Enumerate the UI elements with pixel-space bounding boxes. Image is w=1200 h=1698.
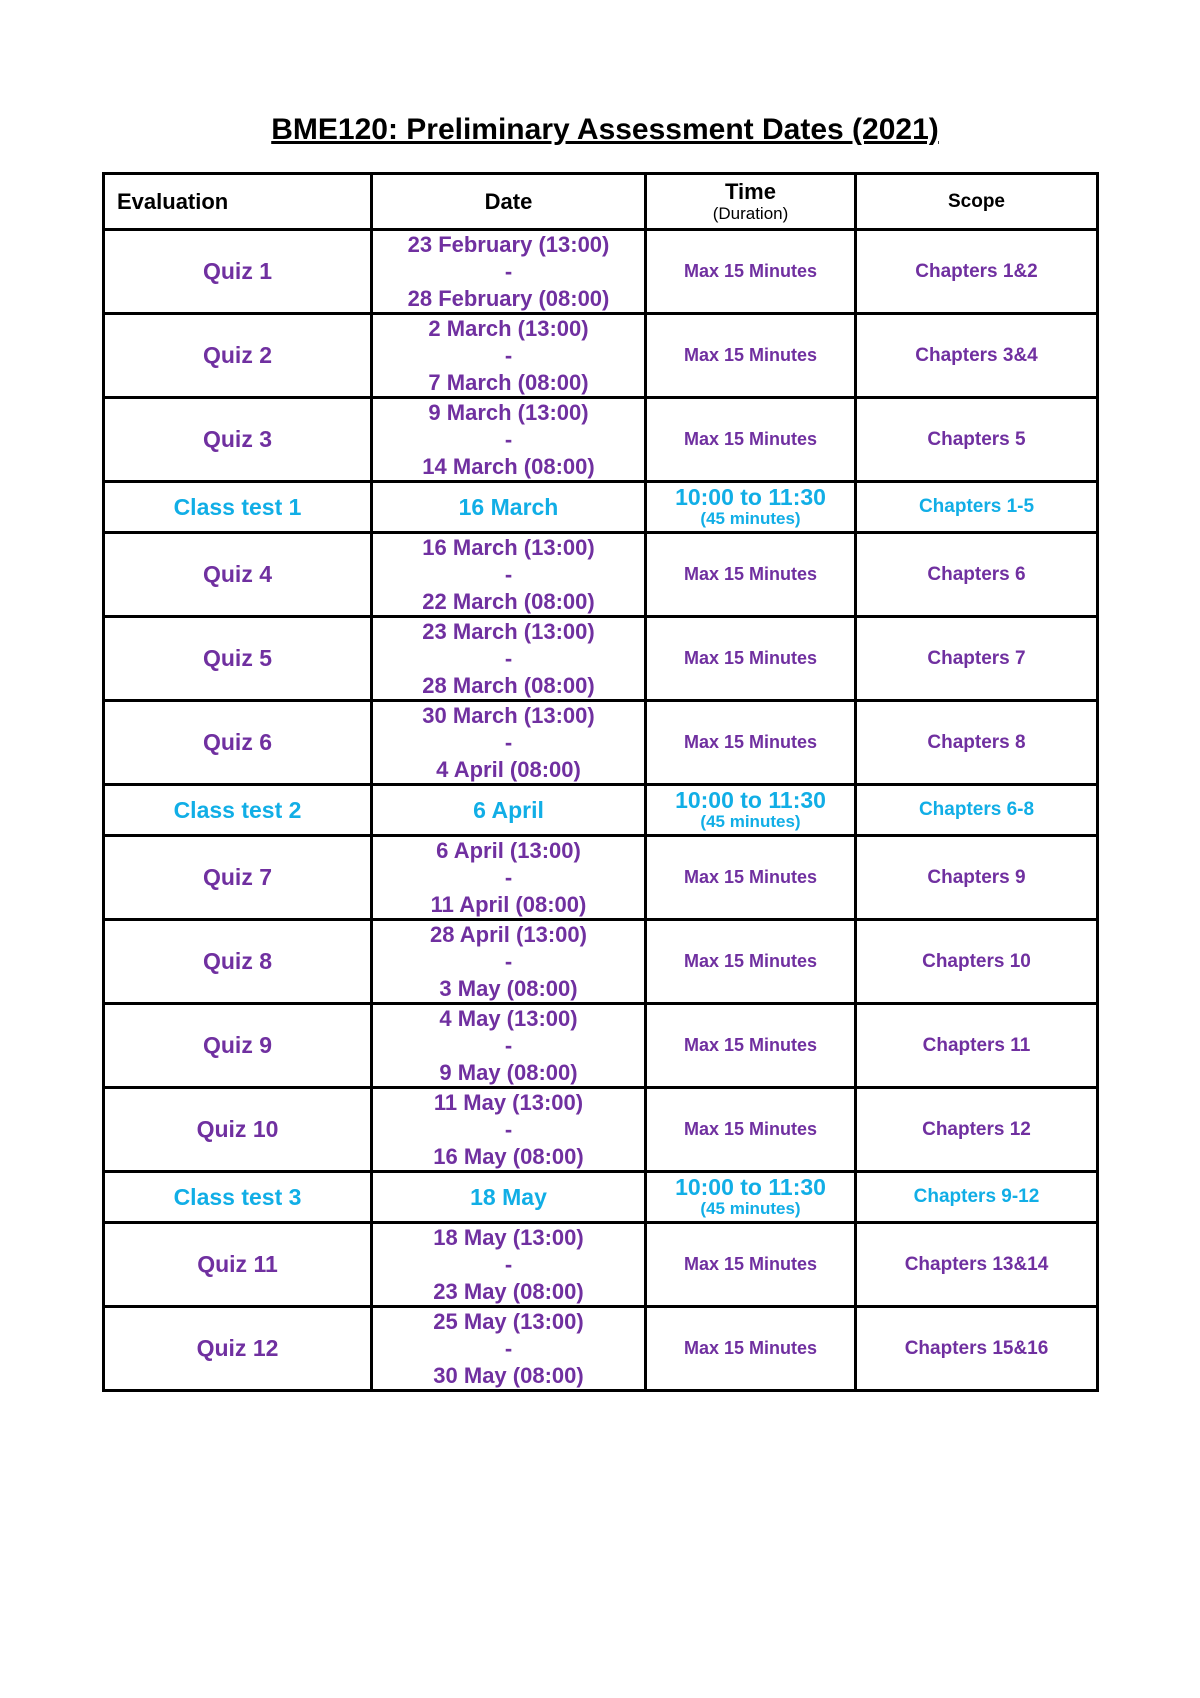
scope-cell: Chapters 3&4 bbox=[856, 314, 1098, 398]
date-cell bbox=[372, 836, 646, 920]
table-row bbox=[104, 1307, 1098, 1391]
time-cell: Max 15 Minutes bbox=[646, 1088, 856, 1172]
header-time-sub: (Duration) bbox=[712, 203, 789, 223]
date-start: 23 March (13:00) bbox=[422, 619, 595, 644]
scope-cell: Chapters 9 bbox=[856, 836, 1098, 920]
table-row bbox=[104, 836, 1098, 920]
evaluation-cell: Class test 2 bbox=[104, 785, 372, 836]
time-cell bbox=[646, 482, 856, 533]
table-row bbox=[104, 230, 1098, 314]
table-row bbox=[104, 1004, 1098, 1088]
evaluation-cell: Quiz 7 bbox=[104, 836, 372, 920]
table-row bbox=[104, 398, 1098, 482]
time-cell bbox=[646, 1172, 856, 1223]
table-row bbox=[104, 1172, 1098, 1223]
date-end: 3 May (08:00) bbox=[439, 976, 578, 1001]
scope-cell: Chapters 10 bbox=[856, 920, 1098, 1004]
time-cell: Max 15 Minutes bbox=[646, 1223, 856, 1307]
date-start: 6 April (13:00) bbox=[436, 838, 581, 863]
scope-cell: Chapters 6 bbox=[856, 533, 1098, 617]
time-cell: Max 15 Minutes bbox=[646, 533, 856, 617]
date-start: 9 March (13:00) bbox=[428, 400, 589, 425]
time-cell: Max 15 Minutes bbox=[646, 314, 856, 398]
date-cell bbox=[372, 398, 646, 482]
date-end: 7 March (08:00) bbox=[428, 370, 589, 395]
date-cell: 16 March bbox=[372, 482, 646, 533]
evaluation-cell: Quiz 10 bbox=[104, 1088, 372, 1172]
evaluation-cell: Quiz 1 bbox=[104, 230, 372, 314]
time-duration: (45 minutes) bbox=[700, 1199, 801, 1218]
table-row bbox=[104, 482, 1098, 533]
header-evaluation: Evaluation bbox=[104, 174, 372, 230]
date-end: 22 March (08:00) bbox=[422, 589, 595, 614]
date-start: 4 May (13:00) bbox=[439, 1006, 578, 1031]
scope-cell: Chapters 6-8 bbox=[856, 785, 1098, 836]
scope-cell: Chapters 11 bbox=[856, 1004, 1098, 1088]
table-row bbox=[104, 785, 1098, 836]
evaluation-cell: Quiz 11 bbox=[104, 1223, 372, 1307]
evaluation-cell: Quiz 2 bbox=[104, 314, 372, 398]
table-row bbox=[104, 617, 1098, 701]
date-cell: 18 May bbox=[372, 1172, 646, 1223]
table-row bbox=[104, 701, 1098, 785]
evaluation-cell: Quiz 12 bbox=[104, 1307, 372, 1391]
time-cell bbox=[646, 785, 856, 836]
time-cell: Max 15 Minutes bbox=[646, 1307, 856, 1391]
date-separator: - bbox=[504, 427, 513, 452]
time-cell: Max 15 Minutes bbox=[646, 398, 856, 482]
date-separator: - bbox=[504, 1336, 513, 1361]
table-row bbox=[104, 920, 1098, 1004]
scope-cell: Chapters 12 bbox=[856, 1088, 1098, 1172]
date-cell bbox=[372, 701, 646, 785]
header-row bbox=[104, 174, 1098, 230]
evaluation-cell: Quiz 6 bbox=[104, 701, 372, 785]
time-range: 10:00 to 11:30 bbox=[675, 484, 826, 510]
date-start: 30 March (13:00) bbox=[422, 703, 595, 728]
table-row bbox=[104, 1088, 1098, 1172]
date-cell: 6 April bbox=[372, 785, 646, 836]
date-separator: - bbox=[504, 562, 513, 587]
date-cell bbox=[372, 1223, 646, 1307]
time-range: 10:00 to 11:30 bbox=[675, 1174, 826, 1200]
date-separator: - bbox=[504, 730, 513, 755]
date-cell bbox=[372, 1088, 646, 1172]
scope-cell: Chapters 15&16 bbox=[856, 1307, 1098, 1391]
time-cell: Max 15 Minutes bbox=[646, 230, 856, 314]
scope-cell: Chapters 8 bbox=[856, 701, 1098, 785]
scope-cell: Chapters 1-5 bbox=[856, 482, 1098, 533]
date-end: 23 May (08:00) bbox=[433, 1279, 584, 1304]
evaluation-cell: Quiz 4 bbox=[104, 533, 372, 617]
time-cell: Max 15 Minutes bbox=[646, 1004, 856, 1088]
date-separator: - bbox=[504, 343, 513, 368]
date-separator: - bbox=[504, 865, 513, 890]
date-cell bbox=[372, 1307, 646, 1391]
time-cell: Max 15 Minutes bbox=[646, 836, 856, 920]
scope-cell: Chapters 1&2 bbox=[856, 230, 1098, 314]
assessment-table bbox=[102, 172, 1099, 1392]
date-separator: - bbox=[504, 1033, 513, 1058]
page-title: BME120: Preliminary Assessment Dates (2021) bbox=[271, 113, 939, 146]
time-cell: Max 15 Minutes bbox=[646, 920, 856, 1004]
evaluation-cell: Class test 3 bbox=[104, 1172, 372, 1223]
time-duration: (45 minutes) bbox=[700, 509, 801, 528]
date-start: 25 May (13:00) bbox=[433, 1309, 584, 1334]
date-start: 18 May (13:00) bbox=[433, 1225, 584, 1250]
evaluation-cell: Quiz 3 bbox=[104, 398, 372, 482]
header-time bbox=[646, 174, 856, 230]
date-end: 28 February (08:00) bbox=[407, 286, 610, 311]
scope-cell: Chapters 9-12 bbox=[856, 1172, 1098, 1223]
date-start: 2 March (13:00) bbox=[428, 316, 589, 341]
date-separator: - bbox=[504, 1252, 513, 1277]
evaluation-cell: Quiz 5 bbox=[104, 617, 372, 701]
evaluation-cell: Quiz 8 bbox=[104, 920, 372, 1004]
date-end: 11 April (08:00) bbox=[430, 892, 587, 917]
scope-cell: Chapters 7 bbox=[856, 617, 1098, 701]
date-start: 23 February (13:00) bbox=[407, 232, 610, 257]
evaluation-cell: Quiz 9 bbox=[104, 1004, 372, 1088]
evaluation-cell: Class test 1 bbox=[104, 482, 372, 533]
date-cell bbox=[372, 230, 646, 314]
date-end: 14 March (08:00) bbox=[422, 454, 595, 479]
date-end: 30 May (08:00) bbox=[433, 1363, 584, 1388]
date-start: 28 April (13:00) bbox=[430, 922, 587, 947]
date-cell bbox=[372, 920, 646, 1004]
date-cell bbox=[372, 314, 646, 398]
date-end: 16 May (08:00) bbox=[433, 1144, 584, 1169]
time-range: 10:00 to 11:30 bbox=[675, 787, 826, 813]
date-cell bbox=[372, 533, 646, 617]
date-cell bbox=[372, 1004, 646, 1088]
date-end: 4 April (08:00) bbox=[436, 757, 581, 782]
date-start: 16 March (13:00) bbox=[422, 535, 595, 560]
time-cell: Max 15 Minutes bbox=[646, 701, 856, 785]
date-separator: - bbox=[504, 1117, 513, 1142]
date-end: 9 May (08:00) bbox=[439, 1060, 578, 1085]
scope-cell: Chapters 5 bbox=[856, 398, 1098, 482]
date-separator: - bbox=[504, 646, 513, 671]
date-separator: - bbox=[504, 949, 513, 974]
date-start: 11 May (13:00) bbox=[433, 1090, 584, 1115]
date-separator: - bbox=[504, 259, 513, 284]
header-scope: Scope bbox=[856, 174, 1098, 230]
time-cell: Max 15 Minutes bbox=[646, 617, 856, 701]
table-row bbox=[104, 1223, 1098, 1307]
date-cell bbox=[372, 617, 646, 701]
time-duration: (45 minutes) bbox=[700, 812, 801, 831]
table-row bbox=[104, 533, 1098, 617]
header-date: Date bbox=[372, 174, 646, 230]
scope-cell: Chapters 13&14 bbox=[856, 1223, 1098, 1307]
header-time-label: Time bbox=[725, 178, 776, 204]
date-end: 28 March (08:00) bbox=[422, 673, 595, 698]
table-row bbox=[104, 314, 1098, 398]
